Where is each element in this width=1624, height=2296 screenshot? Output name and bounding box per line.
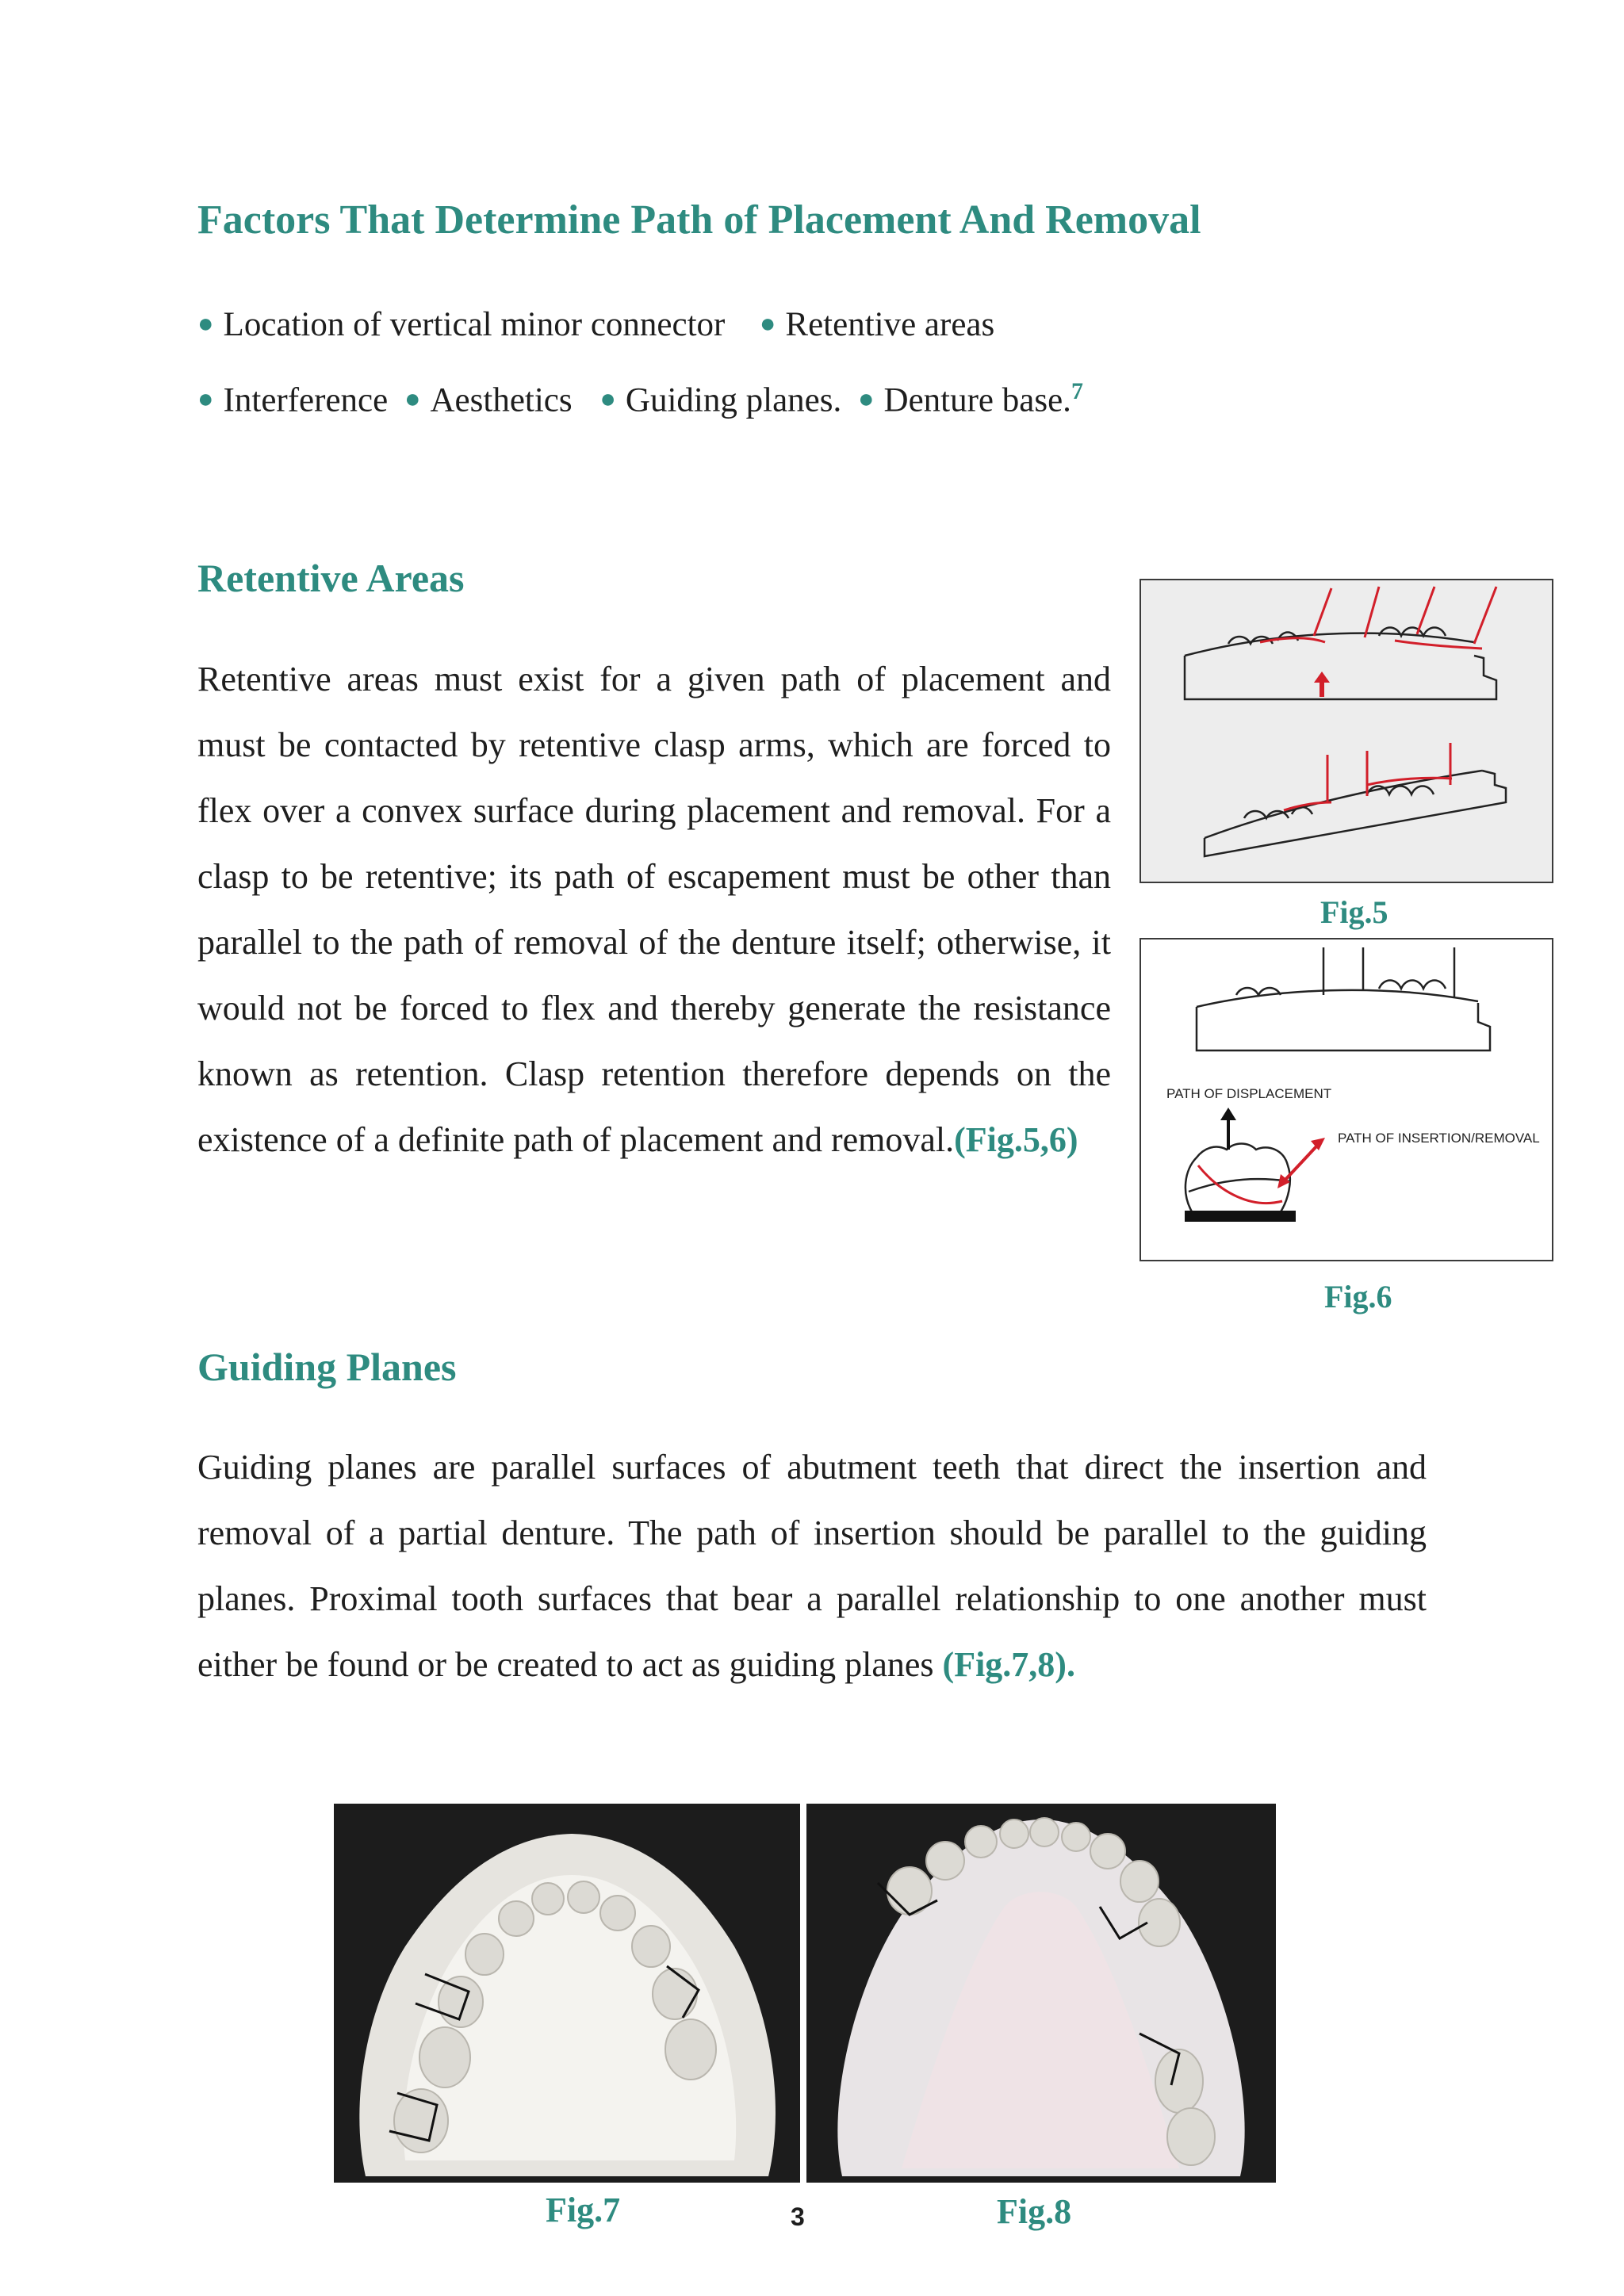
paragraph-text: Guiding planes are parallel surfaces of abutment teeth that direct the insertion and removal of a partial denture. The path of insertion should be parallel to the guiding planes. Proximal tooth surfaces that bear a parallel relationship to one another must either be found or be created to act as guiding planes — [197, 1448, 1427, 1684]
bullet-icon: ● — [759, 309, 776, 339]
figure-5-caption: Fig.5 — [1320, 894, 1388, 930]
paragraph-guiding-planes — [197, 1434, 1427, 1697]
figure-6 — [1139, 938, 1553, 1261]
figure-8-caption: Fig.8 — [997, 2192, 1072, 2231]
figure-reference: (Fig.5,6) — [954, 1120, 1078, 1159]
bullet-icon: ● — [197, 309, 214, 339]
figure-7-cast — [334, 1804, 800, 2183]
heading-retentive-areas: Retentive Areas — [197, 556, 465, 600]
label-path-of-insertion: PATH OF INSERTION/REMOVAL — [1338, 1131, 1540, 1146]
bullet-item: Interference — [223, 381, 389, 419]
bullet-item: Denture base. — [883, 381, 1071, 419]
bullet-icon: ● — [197, 385, 214, 415]
figure-8-cast — [806, 1804, 1276, 2183]
figure-7-photo — [334, 1804, 800, 2183]
bullet-line-1 — [197, 304, 994, 346]
heading-guiding-planes: Guiding Planes — [197, 1345, 457, 1389]
bullet-line-2 — [197, 377, 1083, 421]
figure-5-illustration — [1141, 580, 1552, 882]
figure-5 — [1139, 579, 1553, 883]
figure-7-caption: Fig.7 — [546, 2191, 621, 2229]
figure-6-illustration — [1141, 939, 1552, 1260]
bullet-icon: ● — [599, 385, 616, 415]
paragraph-text: Retentive areas must exist for a given path of placement and must be contacted by retentive clasp arms, which are forced to flex over a convex surface during placement and removal. For a clasp to be retentive; its path of escapement must be other than parallel to the path of removal of the denture itself; otherwise, it would not be forced to flex and thereby generate the resistance known as retention. Clasp retention therefore depends on the existence of a definite path of placement and removal. — [197, 660, 1111, 1159]
bullet-item: Retentive areas — [785, 306, 995, 343]
figure-6-caption: Fig.6 — [1324, 1279, 1392, 1314]
bullet-item: Location of vertical minor connector — [223, 306, 726, 343]
bullet-icon: ● — [404, 385, 421, 415]
bullet-item: Guiding planes. — [625, 381, 842, 419]
figure-8-photo — [806, 1804, 1276, 2183]
figure-reference: (Fig.7,8). — [942, 1645, 1075, 1684]
label-path-of-displacement: PATH OF DISPLACEMENT — [1166, 1086, 1332, 1101]
page-number: 3 — [791, 2202, 805, 2231]
heading-factors: Factors That Determine Path of Placement And Removal — [197, 197, 1201, 243]
citation-superscript: 7 — [1071, 378, 1083, 404]
paragraph-retentive-areas — [197, 646, 1111, 1173]
bullet-item: Aesthetics — [430, 381, 573, 419]
bullet-icon: ● — [857, 385, 875, 415]
